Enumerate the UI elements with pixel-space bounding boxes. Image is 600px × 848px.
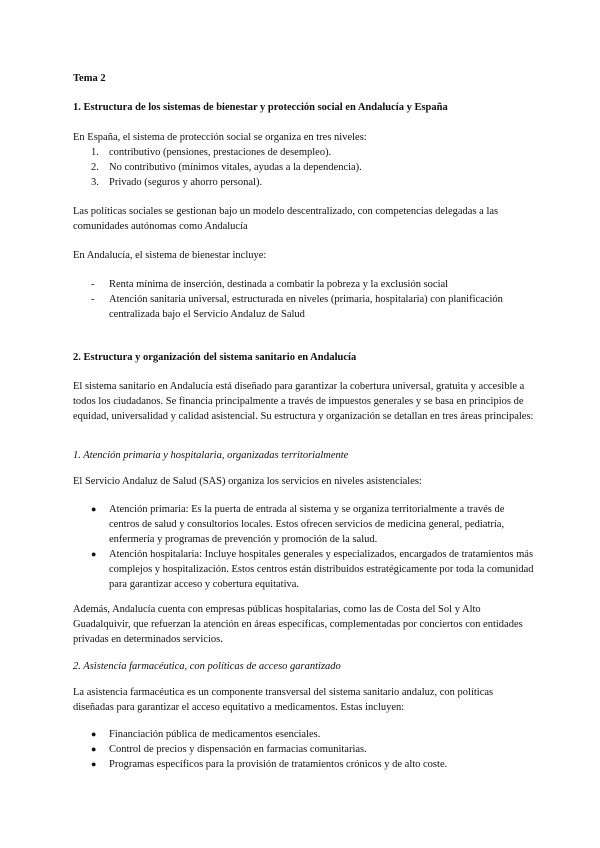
s2-ademas-paragraph: Además, Andalucía cuenta con empresas públicas hospitalarias, como las de Costa del Sol y Alto Guadalquivir, que refuerzan la atención en áreas específicas, complementadas por conciertos con entidades privadas en determinados servicios. (73, 604, 523, 645)
bullet-text: Atención sanitaria universal, estructurada en niveles (primaria, hospitalaria) con planificación centralizada bajo el Servicio Andaluz de Salud (109, 294, 503, 320)
bullet-dot: ● (91, 729, 97, 739)
tema-title: Tema 2 (73, 73, 106, 84)
bullet-text: Atención hospitalaria: Incluye hospitales generales y especializados, encargados de tratamientos más complejos y hospitalización. Estos centros están distribuidos estratégicamente por toda la comunidad para garantizar acceso y cobertura equitativa. (109, 549, 534, 590)
bullet-text: Financiación pública de medicamentos esenciales. (109, 729, 321, 740)
list-number: 2. (91, 162, 99, 173)
dash-marker: - (91, 294, 95, 305)
bullet-dot: ● (91, 744, 97, 754)
s2-sas-paragraph: El Servicio Andaluz de Salud (SAS) organiza los servicios en niveles asistenciales: (73, 476, 422, 487)
bullet-dot: ● (91, 759, 97, 769)
subsection-1-heading: 1. Atención primaria y hospitalaria, organizadas territorialmente (73, 450, 349, 461)
list-number: 1. (91, 147, 99, 158)
bullet-text: Renta mínima de inserción, destinada a combatir la pobreza y la exclusión social (109, 279, 449, 290)
s1-intro: En España, el sistema de protección social se organiza en tres niveles: (73, 132, 367, 143)
bullet-dot: ● (91, 504, 97, 514)
bullet-text: Programas específicos para la provisión de tratamientos crónicos y de alto coste. (109, 759, 448, 770)
s1-andalucia-paragraph: En Andalucía, el sistema de bienestar incluye: (73, 250, 267, 261)
s2-intro-paragraph: El sistema sanitario en Andalucía está diseñado para garantizar la cobertura universal, gratuita y accesible a todos los ciudadanos. Se financia principalmente a través de impuestos generales y se basa en principios de equidad, universalidad y calidad asistencial. Su estructura y organización se detallan en tres áreas principales: (73, 381, 534, 422)
s1-policies-paragraph: Las políticas sociales se gestionan bajo un modelo descentralizado, con competencias delegadas a las comunidades autónomas como Andalucía (73, 206, 499, 232)
level-text: contributivo (pensiones, prestaciones de desempleo). (109, 147, 332, 158)
dash-marker: - (91, 279, 95, 290)
bullet-text: Atención primaria: Es la puerta de entrada al sistema y se organiza territorialmente a través de centros de salud y consultorios locales. Estos ofrecen servicios de medicina general, pediatría, enfermería y programas de prevención y promoción de la salud. (109, 504, 505, 545)
list-number: 3. (91, 177, 99, 188)
level-text: No contributivo (mínimos vitales, ayudas a la dependencia). (109, 162, 362, 173)
subsection-2-heading: 2. Asistencia farmacéutica, con políticas de acceso garantizado (73, 661, 341, 672)
s2-farma-paragraph: La asistencia farmacéutica es un componente transversal del sistema sanitario andaluz, con políticas diseñadas para garantizar el acceso equitativo a medicamentos. Estas incluyen: (73, 687, 494, 713)
section-1-heading: 1. Estructura de los sistemas de bienestar y protección social en Andalucía y España (73, 102, 448, 113)
section-2-heading: 2. Estructura y organización del sistema sanitario en Andalucía (73, 352, 357, 363)
level-text: Privado (seguros y ahorro personal). (109, 177, 263, 188)
bullet-text: Control de precios y dispensación en farmacias comunitarias. (109, 744, 367, 755)
bullet-dot: ● (91, 549, 97, 559)
